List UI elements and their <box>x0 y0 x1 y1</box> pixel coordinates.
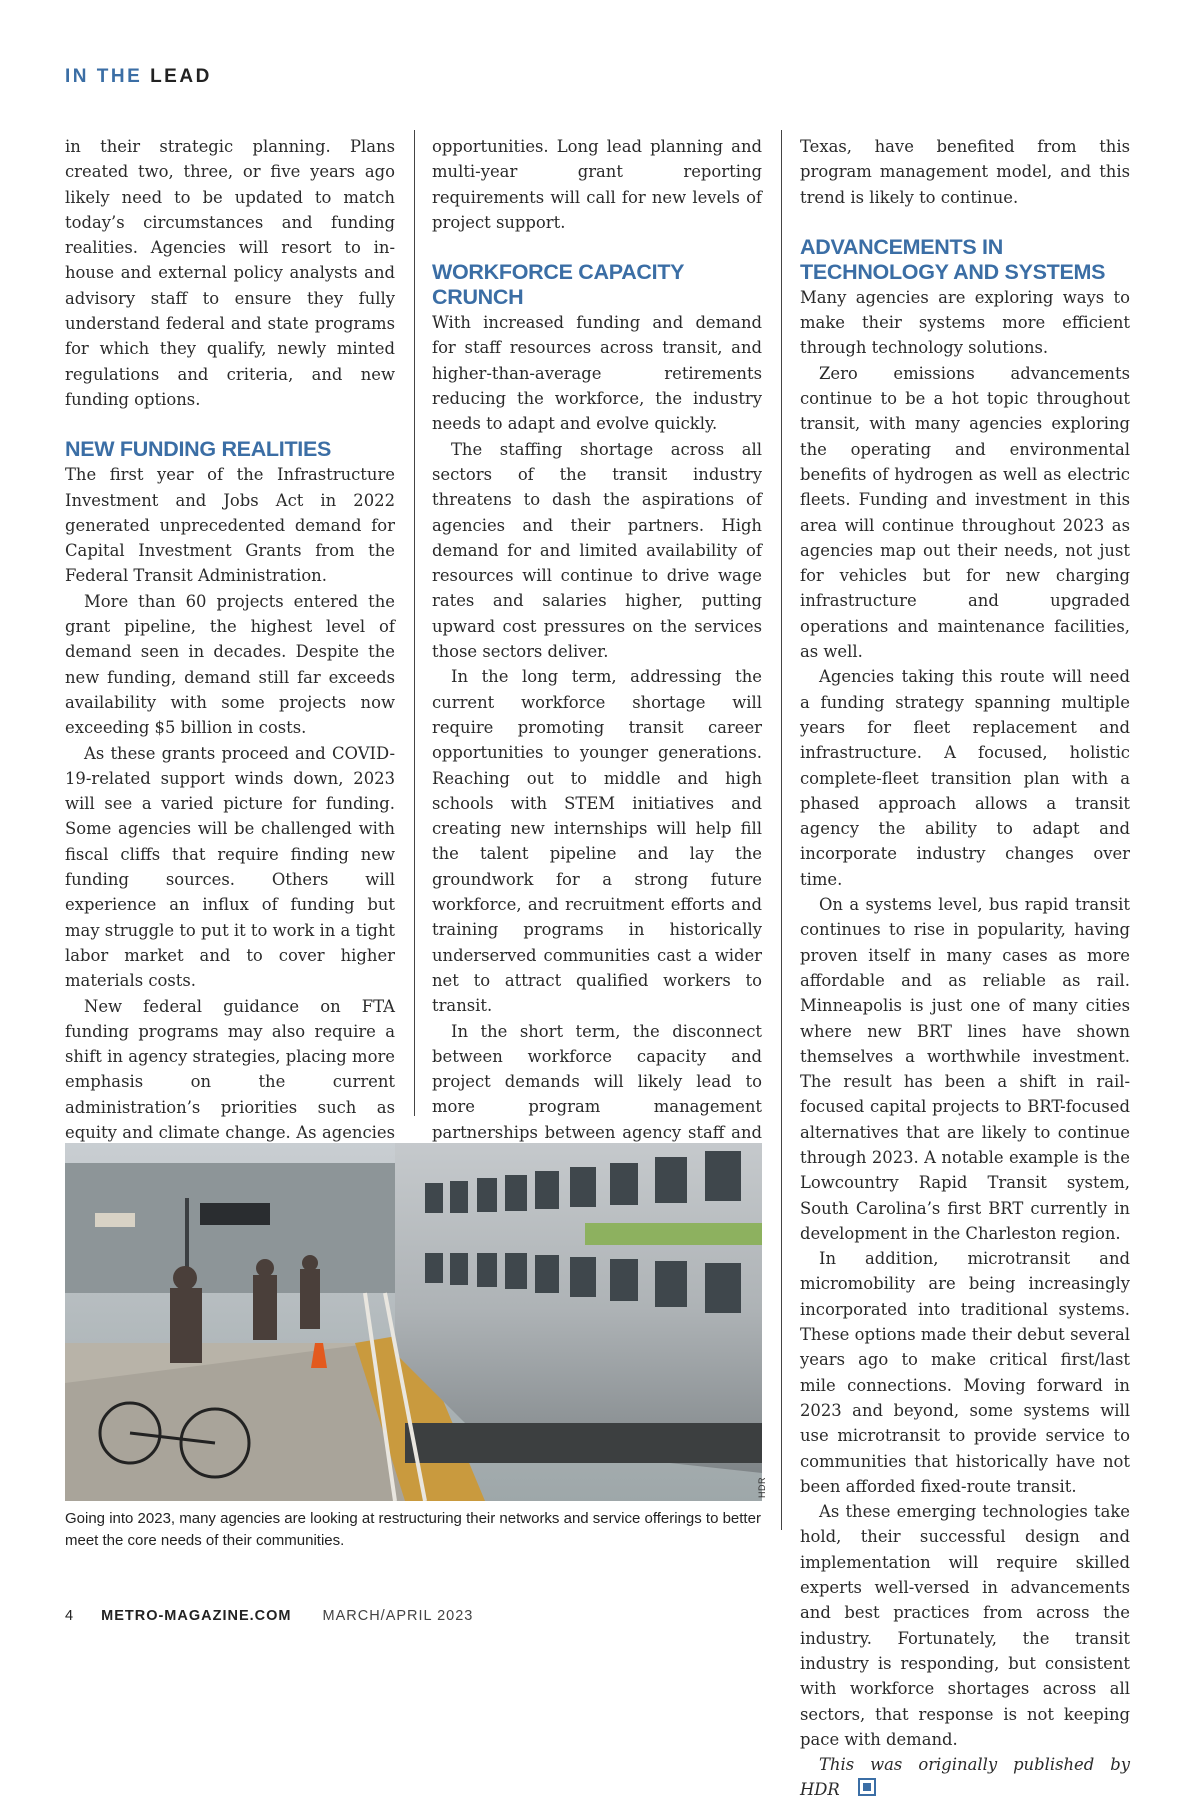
photo-caption: Going into 2023, many agencies are looking at restructuring their networks and service offerings to better meet the core needs of their communities. <box>65 1510 761 1549</box>
article-column-1 <box>65 134 395 1297</box>
heading-workforce-capacity-crunch: WORKFORCE CAPACITY CRUNCH <box>432 260 684 310</box>
paragraph: On a systems level, bus rapid transit continues to rise in popularity, having proven itself in many cases as more affordable and as reliable as rail. Minneapolis is just one of many cities where new BRT lines have shown themselves a worthwhile investment. The result has been a shift in rail-focused capital projects to BRT-focused alternatives that are likely to continue through 2023. A notable example is the Lowcountry Rapid Transit system, South Carolina’s first BRT currently in development in the Charleston region. <box>800 895 1130 1243</box>
footer-site: METRO-MAGAZINE.COM <box>101 1608 292 1624</box>
end-mark-icon <box>858 1778 876 1796</box>
paragraph: The first year of the Infrastructure Investment and Jobs Act in 2022 generated unprecedented demand for Capital Investment Grants from the Federal Transit Administration. <box>65 465 395 586</box>
paragraph: Agencies taking this route will need a funding strategy spanning multiple years for fleet replacement and infrastructure. A focused, holistic complete-fleet transition plan with a phased approach allows a transit agency the ability to adapt and incorporate industry changes over time. <box>800 667 1130 889</box>
section-label-lead: LEAD <box>150 66 212 87</box>
paragraph: In the short term, the disconnect between workforce capacity and project demands will likely lead to more program management partnerships between agency staff and <box>432 1021 762 1142</box>
paragraph: In the long term, addressing the current workforce shortage will require promoting transit career opportunities to younger generations. Reaching out to middle and high schools with STEM initiatives and creating new internships will help fill the talent pipeline and lay the groundwork for a strong future workforce, and recruitment efforts and training programs in historically underserved communities cast a wider net to attract qualified workers to transit. <box>432 667 762 1016</box>
paragraph: As these emerging technologies take hold, their successful design and implementation will require skilled experts well-versed in advancements and best practices from across the industry. Fortunately, the transit industry is responding, but consistent with workforce shortages across all sectors, that response is not keeping pace with demand. <box>800 1502 1130 1749</box>
paragraph: As these grants proceed and COVID-19-related support winds down, 2023 will see a varied picture for funding. Some agencies will be challenged with fiscal cliffs that require finding new funding sources. Others will experience an influx of funding but may struggle to put it to work in a tight labor market and to cover higher materials costs. <box>65 743 395 991</box>
paragraph: More than 60 projects entered the grant pipeline, the highest level of demand seen in decades. Despite the new funding, demand still far exceeds availability with some projects now exceeding $5 billion in costs. <box>65 591 395 738</box>
footer-issue: MARCH/APRIL 2023 <box>322 1608 474 1624</box>
section-label-in-the: IN THE <box>65 66 143 87</box>
column-divider-2 <box>781 130 782 1530</box>
paragraph: Many agencies are exploring ways to make their systems more efficient through technology solutions. <box>800 287 1130 358</box>
article-column-3 <box>800 134 1130 1803</box>
train-platform-photo <box>65 1143 762 1501</box>
paragraph: With increased funding and demand for staff resources across transit, and higher-than-average retirements reducing the workforce, the industry needs to adapt and evolve quickly. <box>432 313 762 434</box>
signoff <box>800 1752 1130 1803</box>
paragraph: New federal guidance on FTA funding programs may also require a shift in agency strategies, placing more emphasis on the current administration’s priorities such as equity and climate change. As agencies <box>65 996 395 1142</box>
page-number: 4 <box>65 1608 75 1624</box>
signoff-text: This was originally published by HDR <box>800 1755 1130 1800</box>
photo-credit: HDR <box>757 1477 767 1498</box>
section-label <box>65 66 212 88</box>
paragraph: in their strategic planning. Plans created two, three, or five years ago likely need to be updated to match today’s circumstances and funding realities. Agencies will resort to in-house and external policy analysts and advisory staff to ensure they fully understand federal and state programs for which they qualify, newly minted regulations and criteria, and new funding options. <box>65 137 395 409</box>
paragraph: In addition, microtransit and micromobility are being increasingly incorporated into traditional systems. These options made their debut several years ago to make critical first/last mile connections. Moving forward in 2023 and beyond, some systems will use microtransit to provide service to communities that historically have not been afforded fixed-route transit. <box>800 1249 1130 1496</box>
paragraph: Zero emissions advancements continue to be a hot topic throughout transit, with many agencies exploring the operating and environmental benefits of hydrogen as well as electric fleets. Funding and investment in this area will continue throughout 2023 as agencies map out their needs, not just for vehicles but for new charging infrastructure and upgraded operations and maintenance facilities, as well. <box>800 363 1130 662</box>
page-footer <box>65 1608 473 1624</box>
paragraph: The staffing shortage across all sectors of the transit industry threatens to dash the aspirations of agencies and their partners. High demand for and limited availability of resources will continue to drive wage rates and salaries higher, putting upward cost pressures on the services those sectors deliver. <box>432 439 762 662</box>
heading-advancements-technology-systems: ADVANCEMENTS IN TECHNOLOGY AND SYSTEMS <box>800 234 1106 284</box>
paragraph: opportunities. Long lead planning and multi-year grant reporting requirements will call for new levels of project support. <box>432 137 762 232</box>
heading-new-funding-realities: NEW FUNDING REALITIES <box>65 437 332 462</box>
column-divider-1 <box>414 130 415 1116</box>
paragraph: Texas, have benefited from this program management model, and this trend is likely to continue. <box>800 137 1130 207</box>
